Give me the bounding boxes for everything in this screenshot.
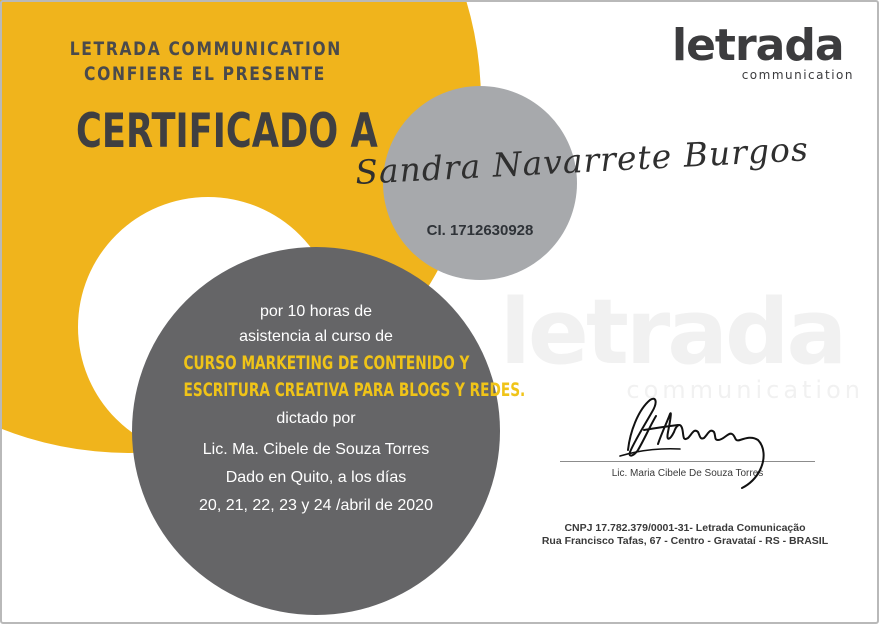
logo-word: letrada	[672, 20, 844, 71]
recipient-name: Sandra Navarrete Burgos	[354, 129, 810, 192]
signatory-name: Lic. Maria Cibele De Souza Torres	[611, 468, 764, 479]
logo-sub: communication	[741, 68, 854, 82]
body-line-taught-by: dictado por	[276, 410, 356, 427]
body-line-instructor: Lic. Ma. Cibele de Souza Torres	[202, 441, 430, 458]
watermark-word: letrada	[500, 280, 845, 385]
watermark-sub: communication	[626, 376, 864, 404]
header-line-2: CONFIERE EL PRESENTE	[84, 63, 326, 85]
body-line-place: Dado en Quito, a los días	[225, 469, 407, 486]
footer-cnpj: CNPJ 17.782.379/0001-31- Letrada Comunicação	[564, 522, 806, 534]
handwritten-signature	[600, 392, 780, 490]
watermark-logo	[500, 280, 870, 408]
certificate-title: CERTIFICADO A	[76, 104, 378, 159]
letrada-logo	[672, 20, 862, 84]
recipient-id: CI. 1712630928	[426, 222, 534, 239]
body-line-dates: 20, 21, 22, 23 y 24 /abril de 2020	[199, 497, 433, 514]
course-title-line-2: ESCRITURA CREATIVA PARA BLOGS Y REDES.	[183, 379, 526, 401]
course-title-line-1: CURSO MARKETING DE CONTENIDO Y	[183, 352, 470, 374]
footer-address: Rua Francisco Tafas, 67 - Centro - Gravataí - RS - BRASIL	[541, 535, 829, 547]
body-line-attendance: asistencia al curso de	[239, 328, 393, 345]
body-line-hours: por 10 horas de	[259, 303, 373, 320]
header-line-1: LETRADA COMMUNICATION	[69, 38, 342, 60]
